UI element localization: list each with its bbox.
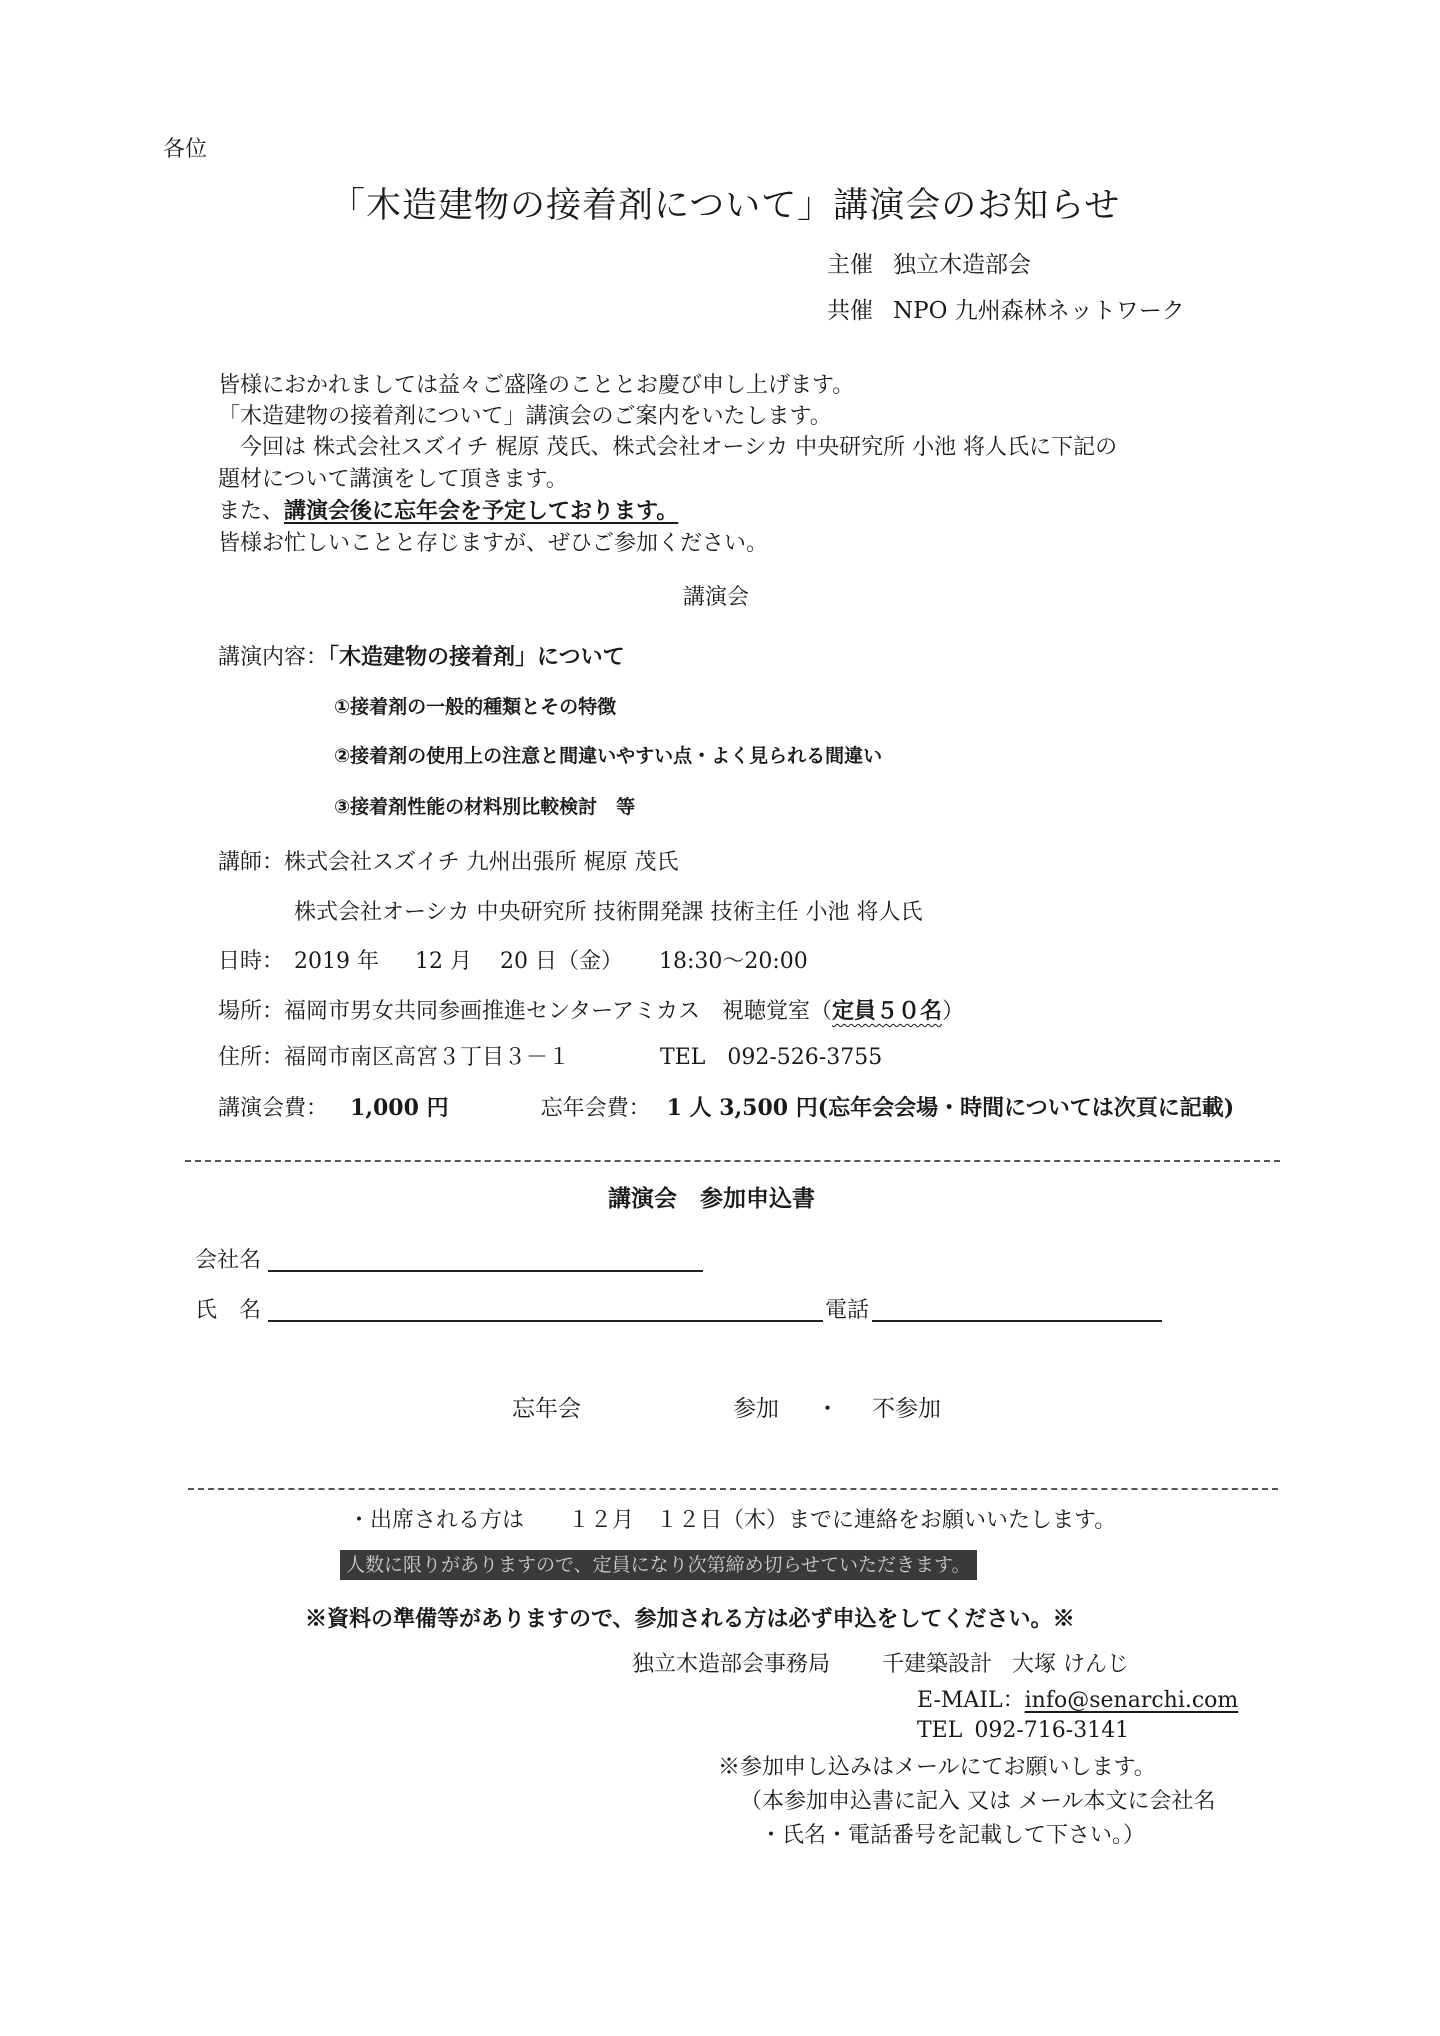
company-label: 会社名: [195, 1248, 262, 1273]
option-separator: ・: [816, 1396, 839, 1422]
fee-value: 1,000 円: [350, 1095, 449, 1121]
fee-label: 講演会費：: [218, 1096, 329, 1121]
tel-value: 092-526-3755: [727, 1045, 883, 1070]
organizer-name: 独立木造部会: [893, 252, 1031, 278]
email-line: [917, 1683, 1238, 1714]
intro-line-6: 皆様お忙しいことと存じますが、ぜひご参加ください。: [218, 531, 769, 556]
note-2: （本参加申込書に記入 又は メール本文に会社名: [740, 1789, 1216, 1814]
address-label: 住所：: [218, 1045, 285, 1070]
limit-notice: [340, 1550, 977, 1577]
intro-line-1: 皆様におかれましては益々ご盛隆のこととお慶び申し上げます。: [218, 373, 855, 398]
cosponsor-name: NPO 九州森林ネットワーク: [893, 298, 1185, 324]
date-time: 18:30～20:00: [659, 949, 808, 974]
lecture-content: [218, 640, 625, 671]
venue-line: [218, 994, 964, 1025]
tel-label: TEL: [660, 1045, 706, 1070]
fee-line: [218, 1091, 1234, 1122]
intro-line-3: 今回は 株式会社スズイチ 梶原 茂氏、株式会社オーシカ 中央研究所 小池 将人氏に下記の: [240, 435, 1118, 460]
lecturer-1: 株式会社スズイチ 九州出張所 梶原 茂氏: [284, 850, 679, 875]
venue-close: ）: [942, 999, 965, 1024]
addressee: 各位: [163, 137, 208, 162]
organizer-label: 主催: [827, 252, 873, 278]
attend-option[interactable]: 参加: [733, 1396, 779, 1422]
organizer-line: [827, 246, 1031, 279]
venue-label: 場所：: [218, 999, 285, 1024]
topic-item: ①接着剤の一般的種類とその特徴: [334, 696, 617, 718]
company-field[interactable]: [268, 1270, 703, 1272]
party-label: 忘年会: [512, 1396, 581, 1422]
topic-item: ③接着剤性能の材料別比較検討 等: [334, 796, 636, 818]
cut-line-top: [185, 1160, 1280, 1162]
office-line: [632, 1647, 1129, 1678]
lecture-heading: 講演会: [683, 585, 750, 610]
venue-name: 福岡市男女共同参画推進センターアミカス 視聴覚室（: [284, 999, 833, 1024]
cut-line-bottom: [188, 1488, 1278, 1490]
must-apply-notice: ※資料の準備等がありますので、参加される方は必ず申込をしてください。※: [305, 1606, 1075, 1632]
phone-label: 電話: [825, 1298, 870, 1323]
date-month: 12 月: [415, 949, 472, 974]
office-tel-value: 092-716-3141: [974, 1718, 1130, 1743]
intro-line-4: 題材について講演をして頂きます。: [218, 467, 568, 492]
lecturer-label: 講師：: [218, 850, 285, 875]
email-link[interactable]: info@senarchi.com: [1024, 1688, 1239, 1713]
phone-field[interactable]: [872, 1320, 1162, 1322]
topic-item: ②接着剤の使用上の注意と間違いやすい点・よく見られる間違い: [334, 745, 883, 767]
cosponsor-line: [827, 292, 1185, 325]
deadline-notice: ・出席される方は １２月 １２日（木）までに連絡をお願いいたします。: [348, 1508, 1117, 1533]
office-name: 独立木造部会事務局: [632, 1652, 831, 1677]
date-label: 日時：: [218, 949, 285, 974]
address-value: 福岡市南区高宮３丁目３－１: [284, 1045, 571, 1070]
cosponsor-label: 共催: [827, 298, 873, 324]
date-year: 2019 年: [294, 949, 379, 974]
lecturer-line-1: [218, 845, 679, 876]
note-1: ※参加申し込みはメールにてお願いします。: [718, 1755, 1156, 1780]
limit-notice-text: 人数に限りがありますので、定員になり次第締め切らせていただきます。: [340, 1550, 977, 1580]
intro-line-2: 「木造建物の接着剤について」講演会のご案内をいたします。: [218, 404, 832, 429]
date-day: 20 日（金）: [500, 949, 623, 974]
name-label: 氏 名: [195, 1298, 262, 1323]
venue-capacity: 定員５０名: [832, 998, 943, 1024]
intro-line-5-prefix: また、: [218, 499, 285, 524]
party-fee-value: 1 人 3,500 円(忘年会会場・時間については次頁に記載): [666, 1095, 1235, 1121]
office-company: 千建築設計: [882, 1652, 993, 1677]
note-3: ・氏名・電話番号を記載して下さい。）: [760, 1823, 1146, 1848]
email-label: E-MAIL：: [917, 1688, 1025, 1713]
page-title: 「木造建物の接着剤について」講演会のお知らせ: [330, 186, 1121, 226]
office-person: 大塚 けんじ: [1012, 1652, 1130, 1677]
party-fee-label: 忘年会費：: [540, 1096, 651, 1121]
decline-option[interactable]: 不参加: [872, 1396, 941, 1422]
office-tel-line: [917, 1718, 1129, 1743]
address-line: [218, 1040, 882, 1071]
form-heading: 講演会 参加申込書: [608, 1185, 815, 1212]
office-tel-label: TEL: [917, 1718, 963, 1743]
content-title: 「木造建物の接着剤」について: [328, 644, 625, 670]
party-announcement: 講演会後に忘年会を予定しております。: [284, 498, 679, 524]
content-label: 講演内容：: [218, 645, 329, 670]
name-field[interactable]: [268, 1320, 823, 1322]
intro-line-5: [218, 494, 678, 525]
lecturer-2: 株式会社オーシカ 中央研究所 技術開発課 技術主任 小池 将人氏: [294, 900, 923, 925]
date-line: [218, 944, 808, 975]
